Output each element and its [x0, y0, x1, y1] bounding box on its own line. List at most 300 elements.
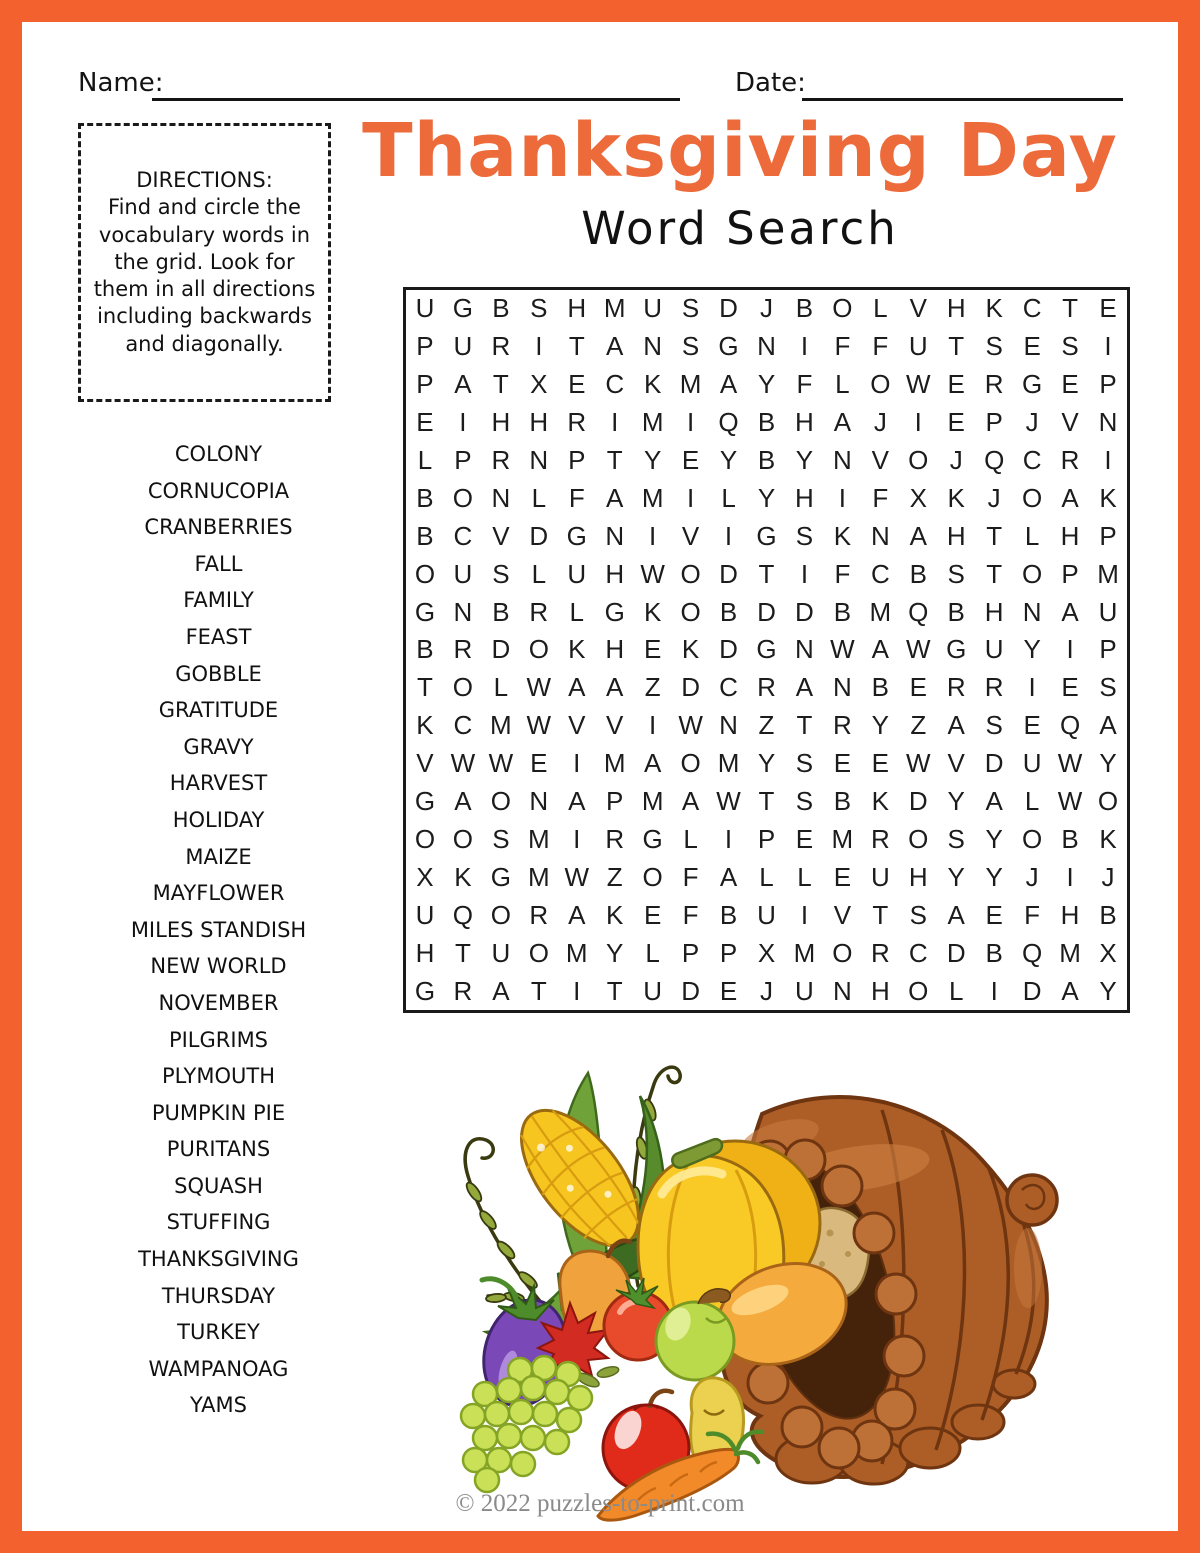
grid-letter: T	[758, 558, 775, 589]
grid-letter: W	[906, 369, 931, 400]
grid-letter: A	[454, 786, 472, 817]
grid-letter: N	[832, 975, 852, 1006]
grapes-cluster	[461, 1356, 592, 1492]
grid-letter: I	[1066, 634, 1074, 665]
grid-letter: P	[416, 369, 434, 400]
grid-letter: O	[680, 596, 701, 627]
grid-letter: A	[909, 520, 927, 551]
directions-box	[78, 123, 331, 402]
name-fill-line[interactable]	[152, 70, 680, 101]
grid-letter: F	[568, 482, 585, 513]
grid-letter: A	[1061, 482, 1079, 513]
grid-letter: N	[719, 710, 738, 741]
grid-letter: C	[453, 710, 473, 741]
word-list-item: NOVEMBER	[158, 990, 279, 1015]
grid-letter: K	[1099, 482, 1117, 513]
word-list-item: MAIZE	[185, 844, 252, 869]
grid-letter: O	[680, 748, 701, 779]
grid-letter: E	[1061, 369, 1079, 400]
grid-letter: Y	[606, 937, 624, 968]
grid-letter: B	[833, 596, 852, 627]
grid-letter: D	[681, 672, 700, 703]
grid-letter: N	[1098, 407, 1118, 438]
grid-letter: O	[452, 823, 474, 854]
grid-letter: S	[985, 710, 1003, 741]
grid-letter: O	[1097, 786, 1119, 817]
grid-letter: X	[909, 482, 927, 513]
grid-letter: M	[527, 823, 550, 854]
grid-letter: L	[493, 672, 509, 703]
grid-letter: W	[906, 634, 931, 665]
grid-letter: U	[415, 293, 435, 324]
grid-letter: D	[1022, 975, 1042, 1006]
grid-letter: C	[1022, 293, 1042, 324]
grid-letter: W	[564, 861, 590, 892]
grid-letter: U	[453, 331, 473, 362]
grid-letter: B	[757, 445, 776, 476]
grid-letter: G	[642, 823, 663, 854]
grid-letter: S	[947, 558, 965, 589]
grid-letter: H	[491, 407, 511, 438]
grid-letter: L	[797, 861, 812, 892]
grid-letter: Y	[985, 823, 1003, 854]
grid-letter: J	[949, 445, 963, 476]
grid-letter: S	[947, 823, 965, 854]
grid-letter: U	[643, 975, 663, 1006]
grid-letter: T	[758, 786, 775, 817]
grid-letter: W	[1057, 786, 1083, 817]
grid-letter: J	[1025, 407, 1039, 438]
grid-letter: A	[606, 331, 624, 362]
grid-letter: I	[724, 823, 733, 854]
directions-heading: DIRECTIONS:	[136, 167, 273, 192]
grid-letter: S	[795, 520, 814, 551]
grid-letter: B	[985, 937, 1003, 968]
grid-letter: H	[415, 937, 435, 968]
grid-letter: M	[641, 482, 664, 513]
grid-letter: U	[643, 293, 663, 324]
grid-letter: F	[872, 482, 889, 513]
grid-letter: U	[1098, 596, 1118, 627]
grid-letter: P	[1099, 369, 1117, 400]
grid-letter: N	[491, 482, 511, 513]
grid-letter: P	[719, 937, 738, 968]
grid-letter: J	[1025, 861, 1039, 892]
grid-letter: Y	[757, 748, 776, 779]
grid-letter: Q	[1022, 937, 1043, 968]
grid-letter: E	[1061, 672, 1079, 703]
date-fill-line[interactable]	[802, 70, 1123, 101]
grid-letter: A	[606, 672, 624, 703]
grid-letter: A	[795, 672, 814, 703]
grid-letter: L	[645, 937, 660, 968]
grid-letter: E	[833, 861, 852, 892]
grid-letter: I	[573, 823, 581, 854]
grid-letter: S	[681, 293, 700, 324]
date-label: Date:	[735, 68, 806, 98]
grid-letter: W	[1057, 748, 1083, 779]
grid-letter: O	[908, 445, 929, 476]
grid-letter: X	[530, 369, 548, 400]
grid-letter: C	[908, 937, 928, 968]
grid-letter: V	[833, 899, 852, 930]
grid-letter: L	[1024, 786, 1040, 817]
grid-letter: U	[1022, 748, 1042, 779]
grid-letter: U	[795, 975, 814, 1006]
grid-letter: R	[946, 672, 966, 703]
grid-letter: P	[985, 407, 1003, 438]
grid-letter: V	[871, 445, 889, 476]
grid-letter: R	[453, 975, 473, 1006]
grid-letter: J	[873, 407, 887, 438]
grid-letter: X	[1099, 937, 1117, 968]
grid-letter: F	[1024, 899, 1041, 930]
grid-letter: O	[908, 823, 929, 854]
grid-letter: G	[414, 975, 436, 1006]
grid-letter: P	[454, 445, 472, 476]
grid-letter: O	[908, 975, 929, 1006]
grid-letter: E	[1023, 331, 1041, 362]
grid-letter: K	[871, 786, 889, 817]
grid-letter: W	[526, 710, 552, 741]
grid-letter: O	[414, 823, 436, 854]
grid-letter: T	[454, 937, 471, 968]
grid-letter: Q	[984, 445, 1005, 476]
name-label: Name:	[78, 68, 164, 98]
grid-letter: Y	[947, 786, 965, 817]
grid-letter: Y	[871, 710, 889, 741]
grid-letter: N	[795, 634, 814, 665]
grid-letter: C	[1022, 445, 1042, 476]
grid-letter: P	[606, 786, 624, 817]
grid-letter: Z	[910, 710, 927, 741]
grid-letter: Q	[908, 596, 929, 627]
grid-letter: E	[795, 823, 814, 854]
grid-letter: Z	[758, 710, 775, 741]
grid-letter: I	[1104, 331, 1112, 362]
grid-letter: A	[985, 786, 1003, 817]
grid-letter: R	[984, 672, 1004, 703]
grid-letter: I	[686, 407, 695, 438]
grid-letter: I	[535, 331, 543, 362]
grid-letter: K	[1099, 823, 1117, 854]
grid-letter: E	[947, 369, 965, 400]
grid-letter: O	[832, 937, 853, 968]
grid-letter: E	[416, 407, 434, 438]
grid-letter: L	[721, 482, 736, 513]
grid-letter: I	[573, 975, 581, 1006]
grid-letter: A	[947, 899, 965, 930]
grid-letter: T	[606, 975, 623, 1006]
grid-letter: S	[492, 823, 510, 854]
word-list-item: STUFFING	[166, 1210, 271, 1235]
grid-letter: G	[414, 596, 436, 627]
grid-letter: G	[946, 634, 967, 665]
grid-letter: U	[757, 899, 776, 930]
word-list-item: WAMPANOAG	[148, 1356, 289, 1381]
grid-letter: I	[459, 407, 467, 438]
grid-letter: Y	[947, 861, 965, 892]
grid-letter: M	[679, 369, 702, 400]
grid-letter: T	[606, 445, 623, 476]
word-list-item: PURITANS	[166, 1137, 271, 1162]
word-list-item: GRATITUDE	[158, 698, 279, 723]
grid-letter: I	[1028, 672, 1036, 703]
grid-letter: N	[605, 520, 625, 551]
grid-letter: O	[528, 634, 549, 665]
grid-letter: R	[491, 331, 511, 362]
grid-letter: E	[909, 672, 927, 703]
grid-letter: K	[947, 482, 965, 513]
grid-letter: Z	[644, 672, 661, 703]
grid-letter: H	[605, 558, 625, 589]
grid-letter: R	[491, 445, 511, 476]
grid-letter: K	[833, 520, 852, 551]
grid-letter: G	[490, 861, 511, 892]
grid-letter: I	[686, 482, 695, 513]
grid-letter: F	[682, 899, 699, 930]
grid-letter: N	[529, 786, 549, 817]
grid-letter: L	[1024, 520, 1040, 551]
grid-letter: I	[914, 407, 922, 438]
grid-letter: B	[1061, 823, 1079, 854]
grid-letter: S	[1099, 672, 1117, 703]
grid-letter: Z	[606, 861, 623, 892]
word-list-item: GRAVY	[183, 734, 254, 759]
grid-letter: T	[872, 899, 889, 930]
grid-letter: X	[757, 937, 776, 968]
word-list-item: MAYFLOWER	[152, 881, 285, 906]
word-list-item: HOLIDAY	[172, 807, 265, 832]
grid-letter: L	[417, 445, 433, 476]
grid-letter: Y	[719, 445, 738, 476]
grid-letter: D	[719, 634, 738, 665]
grid-letter: R	[870, 823, 890, 854]
grid-letter: N	[757, 331, 776, 362]
grid-letter: E	[530, 748, 548, 779]
grid-letter: K	[643, 596, 662, 627]
grid-letter: V	[1061, 407, 1079, 438]
grid-letter: W	[640, 558, 665, 589]
grid-letter: D	[719, 293, 738, 324]
grid-letter: B	[719, 596, 738, 627]
grid-letter: H	[984, 596, 1004, 627]
grid-letter: B	[757, 407, 776, 438]
grid-letter: I	[1066, 861, 1074, 892]
page-subtitle: Word Search	[581, 202, 899, 255]
grid-letter: J	[1101, 861, 1115, 892]
grid-letter: R	[529, 596, 549, 627]
word-list-item: FEAST	[185, 624, 252, 649]
grid-letter: E	[985, 899, 1003, 930]
grid-letter: V	[606, 710, 624, 741]
grid-letter: K	[454, 861, 472, 892]
word-list-item: HARVEST	[169, 771, 268, 796]
grid-letter: D	[795, 596, 814, 627]
grid-letter: T	[1062, 293, 1079, 324]
word-list-item: COLONY	[174, 442, 263, 466]
grid-letter: L	[835, 369, 850, 400]
grid-letter: Y	[757, 482, 776, 513]
grid-letter: I	[649, 710, 657, 741]
grid-letter: H	[946, 520, 966, 551]
grid-letter: L	[531, 558, 547, 589]
grid-letter: F	[682, 861, 699, 892]
grid-letter: Y	[985, 861, 1003, 892]
grid-letter: W	[450, 748, 476, 779]
grid-letter: G	[1022, 369, 1043, 400]
grid-letter: Q	[1059, 710, 1081, 741]
grid-letter: R	[832, 710, 852, 741]
grid-letter: E	[643, 634, 662, 665]
grid-letter: A	[871, 634, 889, 665]
grid-letter: T	[417, 672, 433, 703]
grid-letter: P	[1061, 558, 1079, 589]
word-list-item: FALL	[194, 551, 243, 576]
grid-letter: O	[1022, 823, 1043, 854]
grid-letter: B	[492, 293, 510, 324]
grid-letter: M	[793, 937, 816, 968]
grid-letter: I	[838, 482, 846, 513]
grid-letter: D	[681, 975, 700, 1006]
grid-letter: N	[870, 520, 890, 551]
grid-letter: B	[719, 899, 738, 930]
grid-letter: Y	[1099, 748, 1117, 779]
grid-letter: K	[643, 369, 662, 400]
grid-letter: L	[569, 596, 584, 627]
grid-letter: B	[1099, 899, 1117, 930]
grid-letter: R	[870, 937, 890, 968]
grid-letter: A	[947, 710, 965, 741]
grid-letter: S	[985, 331, 1003, 362]
grid-letter: N	[529, 445, 549, 476]
grid-letter: V	[492, 520, 510, 551]
grid-letter: T	[986, 520, 1003, 551]
grid-letter: D	[946, 937, 966, 968]
word-list-item: PILGRIMS	[168, 1027, 269, 1052]
grid-letter: A	[643, 748, 662, 779]
grid-letter: R	[529, 899, 549, 930]
grid-letter: B	[416, 482, 434, 513]
grid-letter: G	[604, 596, 625, 627]
horn-tail-curl	[1007, 1175, 1057, 1225]
grid-letter: F	[796, 369, 813, 400]
grid-letter: S	[530, 293, 548, 324]
grid-letter: A	[568, 899, 586, 930]
grid-letter: A	[1061, 596, 1079, 627]
grid-letter: D	[908, 786, 928, 817]
grid-letter: E	[1023, 710, 1041, 741]
grid-letter: E	[947, 407, 965, 438]
grid-letter: A	[719, 861, 738, 892]
grid-letter: Y	[757, 369, 776, 400]
grid-letter: V	[681, 520, 700, 551]
grid-letter: O	[832, 293, 853, 324]
word-list-item: CRANBERRIES	[144, 515, 293, 540]
grid-letter: B	[492, 596, 510, 627]
grid-letter: N	[453, 596, 473, 627]
word-list-item: THURSDAY	[161, 1283, 276, 1308]
grid-letter: M	[603, 748, 626, 779]
grid-letter: G	[756, 520, 777, 551]
grid-letter: L	[759, 861, 774, 892]
grid-letter: H	[908, 861, 928, 892]
word-list	[78, 436, 359, 1424]
grid-letter: H	[946, 293, 966, 324]
grid-letter: I	[724, 520, 733, 551]
grid-letter: V	[947, 748, 965, 779]
word-list-item: MILES STANDISH	[130, 917, 307, 942]
grid-letter: O	[414, 558, 436, 589]
grid-letter: H	[567, 293, 587, 324]
word-list-item: SQUASH	[174, 1173, 263, 1198]
page-title: Thanksgiving Day	[362, 108, 1118, 194]
grid-letter: P	[416, 331, 434, 362]
grid-letter: H	[605, 634, 625, 665]
grid-letter: V	[568, 710, 586, 741]
grid-letter: B	[871, 672, 889, 703]
grid-letter: A	[454, 369, 472, 400]
word-list-item: NEW WORLD	[150, 954, 287, 979]
grid-letter: U	[453, 558, 473, 589]
grid-letter: D	[719, 558, 738, 589]
grid-letter: A	[492, 975, 510, 1006]
grid-letter: W	[906, 748, 931, 779]
grid-letter: B	[416, 634, 434, 665]
grid-letter: T	[986, 558, 1003, 589]
grid-letter: H	[1060, 520, 1080, 551]
grid-letter: S	[795, 748, 814, 779]
grid-letter: T	[530, 975, 547, 1006]
grid-letter: J	[759, 975, 773, 1006]
grid-letter: A	[568, 672, 586, 703]
grid-letter: R	[605, 823, 625, 854]
grid-letter: P	[757, 823, 776, 854]
grid-letter: R	[757, 672, 776, 703]
grid-letter: O	[642, 861, 663, 892]
grid-letter: H	[1060, 899, 1080, 930]
grid-letter: B	[909, 558, 927, 589]
grid-letter: C	[719, 672, 738, 703]
grid-letter: W	[716, 786, 741, 817]
grid-letter: B	[833, 786, 852, 817]
grid-letter: O	[680, 558, 701, 589]
grid-letter: I	[611, 407, 619, 438]
grid-letter: N	[643, 331, 663, 362]
grid-letter: I	[800, 331, 809, 362]
grid-letter: F	[872, 331, 889, 362]
word-list-item: YAMS	[189, 1393, 247, 1418]
grid-letter: W	[488, 748, 514, 779]
grid-letter: A	[568, 786, 586, 817]
copyright-text: © 2022 puzzles-to-print.com	[455, 1490, 745, 1517]
grid-letter: E	[833, 748, 852, 779]
grid-letter: O	[490, 786, 511, 817]
grid-letter: N	[832, 445, 852, 476]
grid-letter: Y	[1099, 975, 1117, 1006]
grid-letter: U	[567, 558, 587, 589]
grid-letter: P	[568, 445, 586, 476]
grid-letter: M	[641, 407, 664, 438]
grid-letter: H	[529, 407, 549, 438]
grid-letter: K	[568, 634, 586, 665]
grid-letter: O	[452, 482, 474, 513]
grid-letter: C	[870, 558, 890, 589]
grid-letter: A	[681, 786, 700, 817]
grid-letter: M	[831, 823, 854, 854]
word-list-item: GOBBLE	[175, 661, 262, 686]
grid-letter: L	[683, 823, 698, 854]
